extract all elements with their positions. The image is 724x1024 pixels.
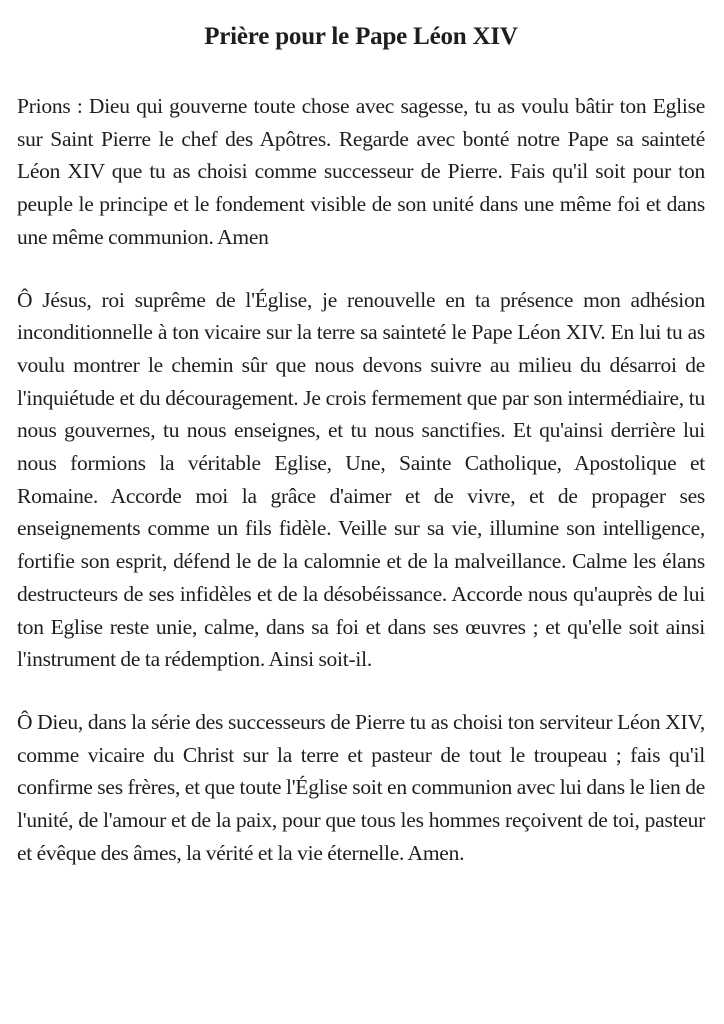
paragraph-o-dieu: Ô Dieu, dans la série des successeurs de Pierre tu as choisi ton serviteur Léon XIV, comme vicaire du Christ sur la terre et pasteur de tout le troupeau ; fais qu'il confirme ses frères, et que toute l'Église soit en communion avec lui dans le lien de l'unité, de l'amour et de la paix, pour que tous les hommes reçoivent de toi, pasteur et évêque des âmes, la vérité et la vie éternelle. Amen.: [17, 709, 705, 865]
paragraph-o-jesus: Ô Jésus, roi suprême de l'Église, je renouvelle en ta présence mon adhésion inconditionnelle à ton vicaire sur la terre sa sainteté le Pape Léon XIV. En lui tu as voulu montrer le chemin sûr que nous devons suivre au milieu du désarroi de l'inquiétude et du découragement. Je crois fermement que par son intermédiaire, tu nous gouvernes, tu nous enseignes, et tu nous sanctifies. Et qu'ainsi derrière lui nous formions la véritable Eglise, Une, Sainte Catholique, Apostolique et Romaine. Accorde moi la grâce d'aimer et de vivre, et de propager ses enseignements comme un fils fidèle. Veille sur sa vie, illumine son intelligence, fortifie son esprit, défend le de la calomnie et de la malveillance. Calme les élans destructeurs de ses infidèles et de la désobéissance. Accorde nous qu'auprès de lui ton Eglise reste unie, calme, dans sa foi et dans ses œuvres ; et qu'elle soit ainsi l'instrument de ta rédemption. Ainsi soit-il.: [17, 287, 705, 672]
prayer-document: [17, 0, 705, 869]
paragraph-prions: Prions : Dieu qui gouverne toute chose avec sagesse, tu as voulu bâtir ton Eglise sur Saint Pierre le chef des Apôtres. Regarde avec bonté notre Pape sa sainteté Léon XIV que tu as choisi comme successeur de Pierre. Fais qu'il soit pour ton peuple le principe et le fondement visible de son unité dans une même foi et dans une même communion. Amen: [17, 94, 705, 249]
page-title: Prière pour le Pape Léon XIV: [204, 23, 518, 50]
